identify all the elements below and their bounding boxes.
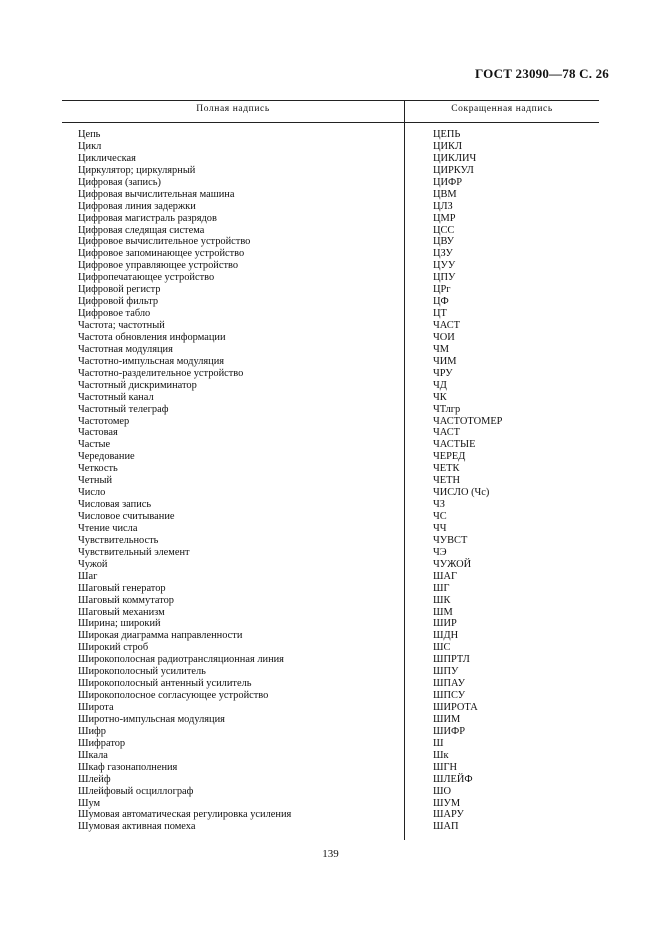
table-row [62, 344, 599, 356]
abbreviation: ШАГ [433, 570, 457, 582]
abbreviation: ШО [433, 785, 451, 797]
table-row [62, 809, 599, 821]
table-row [62, 368, 599, 380]
abbreviation: ШГН [433, 761, 457, 773]
full-label: Чувствительность [78, 534, 159, 546]
abbreviation: ШПСУ [433, 690, 466, 702]
table-body [62, 129, 599, 833]
column-header-full: Полная надпись [196, 104, 270, 114]
full-label: Цифровое табло [78, 308, 151, 320]
abbreviation: ЦФ [433, 296, 449, 308]
table-row [62, 153, 599, 165]
abbreviation: ЧАСТЫЕ [433, 439, 476, 451]
full-label: Четный [78, 475, 113, 487]
full-label: Частотный дискриминатор [78, 379, 197, 391]
table-row [62, 463, 599, 475]
table-row [62, 404, 599, 416]
full-label: Цифровая вычислительная машина [78, 188, 235, 200]
full-label: Частотный телеграф [78, 403, 169, 415]
table-row [62, 248, 599, 260]
full-label: Числовая запись [78, 499, 152, 511]
table-row [62, 272, 599, 284]
abbreviation: ЧАСТ [433, 427, 461, 439]
table-top-rule [62, 100, 599, 101]
table-row [62, 201, 599, 213]
page-number: 139 [322, 848, 339, 860]
abbreviation: ШС [433, 642, 451, 654]
abbreviation: ШИМ [433, 713, 461, 725]
abbreviation: Шк [433, 749, 449, 761]
table-row [62, 595, 599, 607]
abbreviation: ЦИКЛИЧ [433, 152, 477, 164]
full-label: Шкала [78, 749, 108, 761]
abbreviation: ЧУЖОЙ [433, 558, 472, 570]
full-label: Числовое считывание [78, 511, 175, 522]
table-row [62, 225, 599, 237]
table-row [62, 618, 599, 630]
abbreviation: ЧАСТ [433, 320, 461, 331]
abbreviation: ЧЕТК [433, 463, 460, 475]
full-label: Цифровой регистр [78, 284, 161, 296]
table-row [62, 213, 599, 225]
full-label: Цифровое вычислительное устройство [78, 236, 251, 248]
full-label: Шифр [78, 725, 106, 737]
table-row [62, 750, 599, 762]
abbreviation: ЦЕПЬ [433, 129, 461, 140]
abbreviation: ЦМР [433, 212, 456, 224]
full-label: Широкополосное согласующее устройство [78, 690, 269, 702]
table-row [62, 427, 599, 439]
table-row [62, 511, 599, 523]
full-label: Циркулятор; циркулярный [78, 164, 196, 176]
table-row [62, 523, 599, 535]
abbreviation: ЦУУ [433, 260, 456, 272]
table-row [62, 607, 599, 619]
table-row [62, 762, 599, 774]
table-row [62, 177, 599, 189]
full-label: Частотный канал [78, 391, 154, 403]
table-row [62, 332, 599, 344]
full-label: Чередование [78, 451, 135, 463]
abbreviation: ЦИРКУЛ [433, 164, 474, 176]
abbreviation: ЦТ [433, 308, 447, 320]
table-row [62, 487, 599, 499]
full-label: Чужой [78, 558, 108, 570]
table-row [62, 189, 599, 201]
abbreviation: ЧС [433, 511, 447, 522]
table-row [62, 535, 599, 547]
full-label: Шаг [78, 570, 98, 582]
abbreviation: ЧЭ [433, 546, 447, 558]
table-row [62, 308, 599, 320]
full-label: Частовая [78, 427, 118, 439]
table-row [62, 284, 599, 296]
full-label: Шаговый механизм [78, 606, 165, 618]
full-label: Шаговый генератор [78, 582, 166, 594]
full-label: Цифровая следящая система [78, 224, 205, 236]
abbreviation: ШПРТЛ [433, 654, 470, 666]
table-row [62, 821, 599, 833]
table-row [62, 439, 599, 451]
full-label: Цифровая магистраль разрядов [78, 212, 217, 224]
abbreviation: ШИФР [433, 725, 465, 737]
abbreviation: ШМ [433, 606, 453, 618]
abbreviation: ЧОИ [433, 331, 455, 343]
full-label: Шум [78, 797, 101, 809]
table-row [62, 499, 599, 511]
full-label: Частота обновления информации [78, 331, 226, 343]
abbreviation: ЧЧ [433, 522, 447, 534]
table-row [62, 296, 599, 308]
table-row [62, 583, 599, 595]
abbreviation: ЦИКЛ [433, 140, 462, 152]
full-label: Цифровая (запись) [78, 176, 161, 188]
table-row [62, 451, 599, 463]
abbreviation: ЧД [433, 379, 447, 391]
abbreviation: ЦСС [433, 224, 455, 236]
table-row [62, 320, 599, 332]
abbreviation: ЦЗУ [433, 248, 453, 260]
abbreviation: ЦВМ [433, 188, 457, 200]
full-label: Цифровой фильтр [78, 296, 159, 308]
abbreviation: ШДН [433, 630, 459, 642]
abbreviation-table [62, 100, 599, 840]
full-label: Частотомер [78, 415, 130, 427]
abbreviation: Ш [433, 737, 444, 749]
abbreviation: ЧИСЛО (Чс) [433, 487, 490, 499]
full-label: Широта [78, 702, 114, 713]
full-label: Ширина; широкий [78, 618, 161, 630]
abbreviation: ЧУВСТ [433, 534, 468, 546]
abbreviation: ЧТлгр [433, 403, 461, 415]
table-row [62, 571, 599, 583]
abbreviation: ШПУ [433, 666, 459, 678]
abbreviation: ШАП [433, 821, 459, 833]
full-label: Шумовая активная помеха [78, 821, 196, 833]
full-label: Чувствительный элемент [78, 546, 190, 558]
full-label: Четкость [78, 463, 118, 475]
abbreviation: ШИР [433, 618, 457, 630]
full-label: Цифровое управляющее устройство [78, 260, 239, 272]
table-row [62, 798, 599, 810]
table-row [62, 475, 599, 487]
table-row [62, 547, 599, 559]
table-row [62, 714, 599, 726]
abbreviation: ЧМ [433, 343, 449, 355]
table-row [62, 380, 599, 392]
table-row [62, 726, 599, 738]
full-label: Частотная модуляция [78, 343, 173, 355]
full-label: Частотно-импульсная модуляция [78, 355, 225, 367]
abbreviation: ШГ [433, 582, 450, 594]
table-row [62, 559, 599, 571]
full-label: Широкополосный усилитель [78, 666, 206, 678]
full-label: Широкополосная радиотрансляционная линия [78, 654, 284, 666]
table-row [62, 774, 599, 786]
table-row [62, 416, 599, 428]
table-row [62, 738, 599, 750]
full-label: Широкополосный антенный усилитель [78, 678, 252, 690]
full-label: Частота; частотный [78, 320, 165, 331]
abbreviation: ЦВУ [433, 236, 454, 248]
full-label: Широкая диаграмма направленности [78, 630, 243, 642]
full-label: Широкий строб [78, 642, 149, 654]
full-label: Шаговый коммутатор [78, 594, 175, 606]
table-row [62, 165, 599, 177]
full-label: Цифровая линия задержки [78, 200, 196, 212]
table-row [62, 356, 599, 368]
table-header-rule [62, 122, 599, 123]
table-row [62, 392, 599, 404]
table-row [62, 141, 599, 153]
table-row [62, 666, 599, 678]
full-label: Чтение числа [78, 522, 138, 534]
full-label: Шкаф газонаполнения [78, 761, 178, 773]
full-label: Цепь [78, 129, 101, 140]
abbreviation: ЧИМ [433, 355, 457, 367]
full-label: Шлейф [78, 773, 111, 785]
abbreviation: ШК [433, 594, 451, 606]
full-label: Частотно-разделительное устройство [78, 367, 244, 379]
table-row [62, 654, 599, 666]
abbreviation: ЧАСТОТОМЕР [433, 415, 503, 427]
abbreviation: ЧРУ [433, 367, 453, 379]
table-row [62, 702, 599, 714]
table-row [62, 678, 599, 690]
full-label: Шифратор [78, 737, 126, 749]
abbreviation: ЧЕТН [433, 475, 460, 487]
full-label: Частые [78, 439, 111, 451]
table-row [62, 630, 599, 642]
abbreviation: ШПАУ [433, 678, 465, 690]
full-label: Число [78, 487, 106, 499]
abbreviation: ЦПУ [433, 272, 456, 284]
full-label: Широтно-импульсная модуляция [78, 713, 225, 725]
full-label: Цикл [78, 140, 102, 152]
table-row [62, 786, 599, 798]
full-label: Циклическая [78, 152, 136, 164]
abbreviation: ШАРУ [433, 809, 464, 821]
table-row [62, 690, 599, 702]
abbreviation: ЦИФР [433, 176, 462, 188]
abbreviation: ЦРг [433, 284, 451, 296]
page-header: ГОСТ 23090—78 С. 26 [475, 66, 609, 81]
table-row [62, 236, 599, 248]
abbreviation: ШИРОТА [433, 702, 478, 713]
abbreviation: ЧК [433, 391, 447, 403]
full-label: Цифровое запоминающее устройство [78, 248, 245, 260]
full-label: Шумовая автоматическая регулировка усиления [78, 809, 292, 821]
full-label: Цифропечатающее устройство [78, 272, 215, 284]
table-row [62, 642, 599, 654]
abbreviation: ШУМ [433, 797, 461, 809]
table-row [62, 129, 599, 141]
abbreviation: ЧЕРЕД [433, 451, 466, 463]
abbreviation: ЧЗ [433, 499, 445, 511]
full-label: Шлейфовый осциллограф [78, 785, 194, 797]
column-header-abbr: Сокращенная надпись [451, 104, 553, 114]
abbreviation: ШЛЕЙФ [433, 773, 473, 785]
table-row [62, 260, 599, 272]
abbreviation: ЦЛЗ [433, 200, 453, 212]
